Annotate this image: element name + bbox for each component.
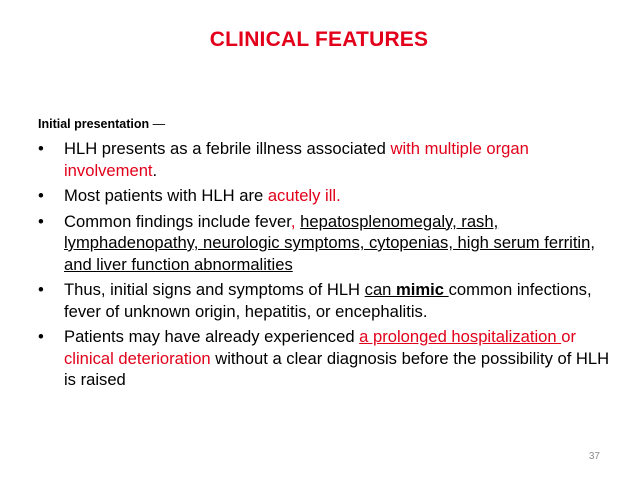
- subheading-label: Initial presentation: [38, 117, 150, 131]
- bullet-list: [38, 138, 618, 395]
- bullet-highlight-underlined: a prolonged hospitalization: [359, 327, 562, 346]
- subheading-dash: —: [149, 117, 166, 131]
- bullet-bold-mimic: mimic: [396, 280, 444, 299]
- bullet-dot-icon: •: [38, 327, 44, 346]
- bullet-dot-icon: •: [38, 139, 44, 158]
- bullet-dot-icon: •: [38, 186, 44, 205]
- bullet-item: [38, 138, 618, 181]
- bullet-text: Patients may have already experienced: [64, 327, 360, 346]
- bullet-highlight: or clinical deterioration: [64, 327, 576, 368]
- bullet-item: [38, 211, 618, 276]
- bullet-text: .: [152, 160, 158, 180]
- bullet-item: [38, 326, 618, 391]
- bullet-dot-icon: •: [38, 211, 44, 231]
- bullet-text: without a clear diagnosis before the possibility of HLH is raised: [64, 348, 610, 389]
- bullet-text: common infections, fever of unknown origin, hepatitis, or encephalitis.: [64, 280, 592, 321]
- subheading: [38, 117, 165, 131]
- bullet-item: [38, 279, 618, 322]
- bullet-underlined: can: [364, 280, 397, 299]
- bullet-highlight: acutely ill.: [267, 186, 341, 205]
- page-number: 37: [588, 451, 600, 462]
- bullet-text: Most patients with HLH are: [64, 186, 268, 205]
- bullet-dot-icon: •: [38, 280, 44, 299]
- bullet-highlight: with multiple organ involvement: [64, 139, 529, 180]
- bullet-comma: ,: [290, 211, 296, 231]
- bullet-text: HLH presents as a febrile illness associated: [64, 139, 391, 158]
- bullet-text: Thus, initial signs and symptoms of HLH: [64, 280, 365, 299]
- slide-title: CLINICAL FEATURES: [209, 28, 429, 51]
- bullet-text: Common findings include fever: [64, 211, 291, 231]
- bullet-underlined-findings: hepatosplenomegaly, rash, lymphadenopathy, neurologic symptoms, cytopenias, high serum ferritin, and liver function abnormalities: [64, 211, 595, 274]
- bullet-item: [38, 185, 618, 207]
